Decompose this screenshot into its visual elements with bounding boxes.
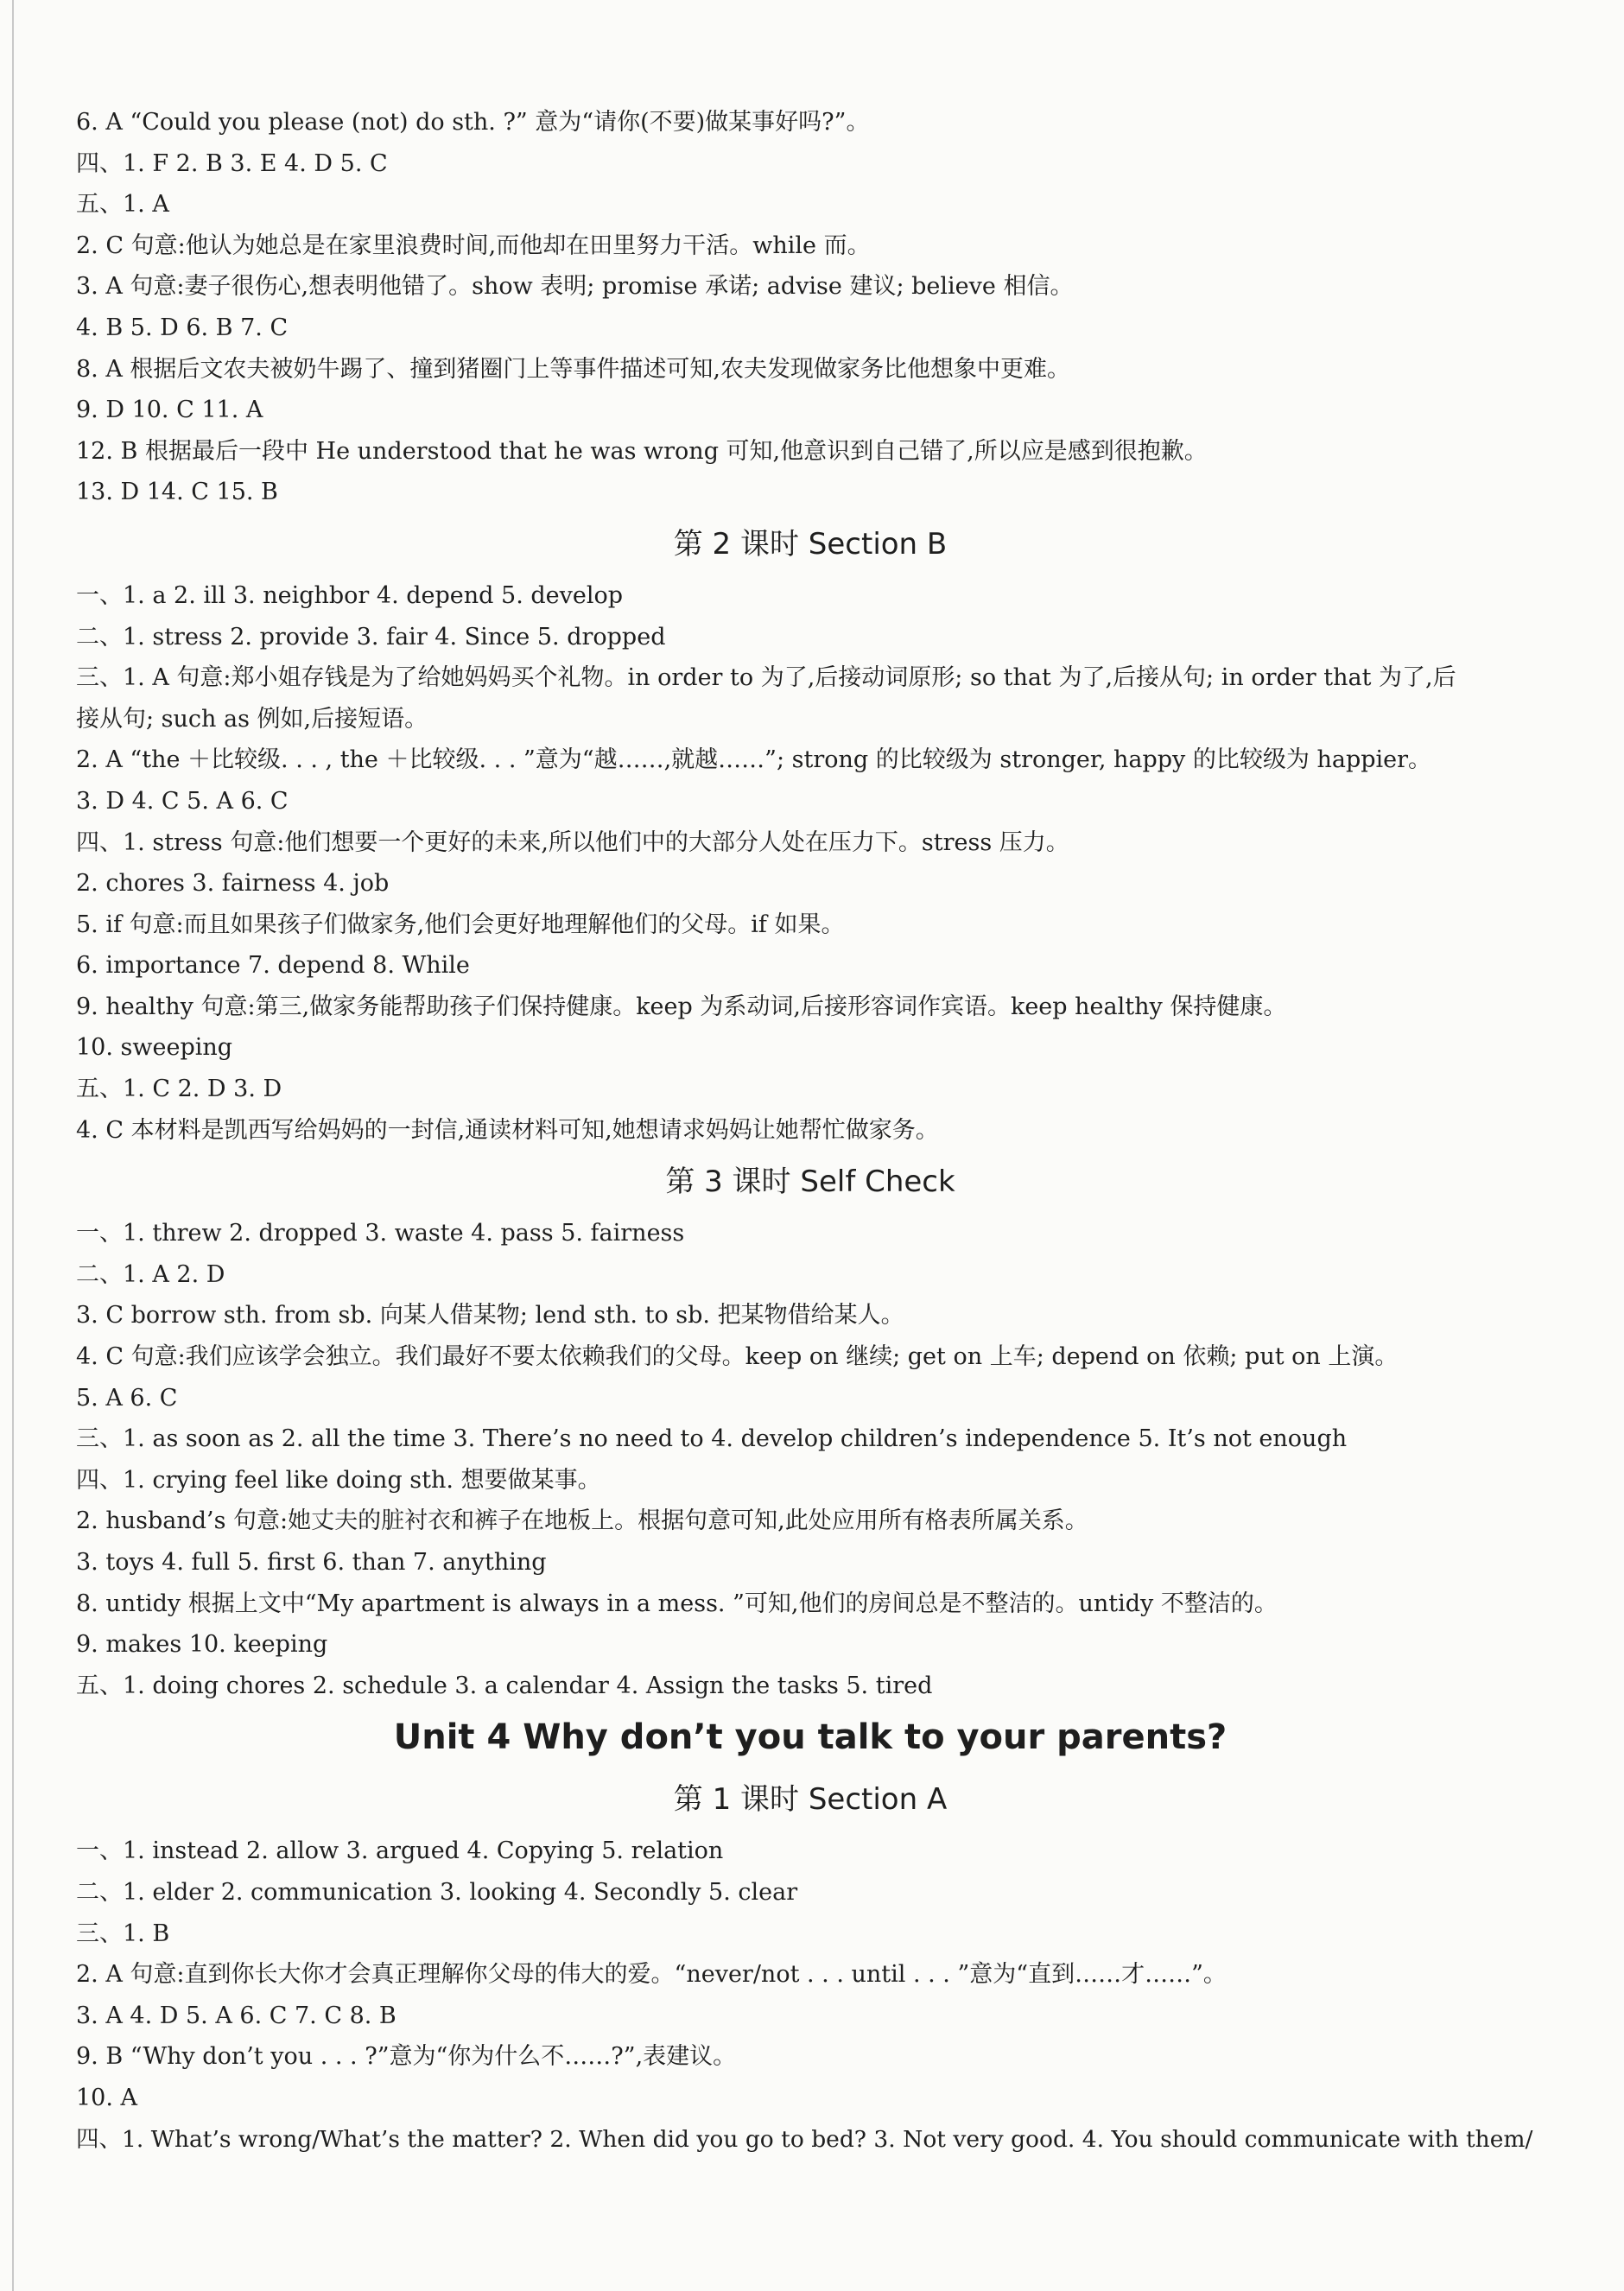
answer-line: 2. C 句意:他认为她总是在家里浪费时间,而他却在田里努力干活。while 而。: [76, 232, 871, 259]
answer-key-page: [76, 102, 1545, 2160]
answer-line: 9. B “Why don’t you . . . ?”意为“你为什么不……?”,表建议。: [76, 2043, 737, 2071]
answer-line: 9. D 10. C 11. A: [76, 397, 263, 424]
answer-line: 3. toys 4. full 5. first 6. than 7. anything: [76, 1549, 547, 1576]
answer-line: 四、1. stress 句意:他们想要一个更好的未来,所以他们中的大部分人处在压力下。stress 压力。: [76, 828, 1069, 856]
answer-line: 12. B 根据最后一段中 He understood that he was wrong 可知,他意识到自己错了,所以应是感到很抱歉。: [76, 437, 1208, 465]
answer-line: 接从句; such as 例如,后接短语。: [76, 705, 428, 733]
answer-line: 9. healthy 句意:第三,做家务能帮助孩子们保持健康。keep 为系动词,后接形容词作宾语。keep healthy 保持健康。: [76, 993, 1287, 1020]
answer-line: 2. chores 3. fairness 4. job: [76, 870, 390, 898]
answer-line: 四、1. crying feel like doing sth. 想要做某事。: [76, 1466, 601, 1494]
answer-line: 10. sweeping: [76, 1034, 233, 1062]
answer-line: 8. untidy 根据上文中“My apartment is always in a mess. ”可知,他们的房间总是不整洁的。untidy 不整洁的。: [76, 1590, 1278, 1617]
answer-line: 三、1. as soon as 2. all the time 3. There’s no need to 4. develop children’s independence 5. It’s not enough: [76, 1425, 1348, 1453]
answer-line: 2. A “the ＋比较级. . . , the ＋比较级. . . ”意为“越……,就越……”; strong 的比较级为 stronger, happy 的比较级为 happier。: [76, 746, 1432, 774]
answer-line: 6. importance 7. depend 8. While: [76, 952, 470, 980]
answer-line: 4. C 本材料是凯西写给妈妈的一封信,通读材料可知,她想请求妈妈让她帮忙做家务。: [76, 1116, 939, 1144]
answer-line: 一、1. a 2. ill 3. neighbor 4. depend 5. develop: [76, 581, 624, 609]
answer-line: 四、1. F 2. B 3. E 4. D 5. C: [76, 149, 388, 177]
answer-line: 3. A 句意:妻子很伤心,想表明他错了。show 表明; promise 承诺; advise 建议; believe 相信。: [76, 273, 1074, 301]
answer-line: 8. A 根据后文农夫被奶牛踢了、撞到猪圈门上等事件描述可知,农夫发现做家务比他想象中更难。: [76, 355, 1071, 383]
answer-line: 三、1. A 句意:郑小姐存钱是为了给她妈妈买个礼物。in order to 为了,后接动词原形; so that 为了,后接从句; in order that 为了,后: [76, 664, 1456, 692]
answer-line: 3. C borrow sth. from sb. 向某人借某物; lend sth. to sb. 把某物借给某人。: [76, 1302, 904, 1330]
answer-line: 10. A: [76, 2084, 138, 2111]
page-binding-edge: [12, 0, 14, 2291]
answer-line: 一、1. threw 2. dropped 3. waste 4. pass 5. fairness: [76, 1220, 685, 1247]
answer-line: 4. B 5. D 6. B 7. C: [76, 314, 289, 341]
answer-line: 5. if 句意:而且如果孩子们做家务,他们会更好地理解他们的父母。if 如果。: [76, 911, 845, 938]
answer-line: 五、1. doing chores 2. schedule 3. a calendar 4. Assign the tasks 5. tired: [76, 1672, 933, 1699]
answer-line: 2. A 句意:直到你长大你才会真正理解你父母的伟大的爱。“never/not . . . until . . . ”意为“直到……才……”。: [76, 1961, 1227, 1989]
answer-line: 3. D 4. C 5. A 6. C: [76, 787, 289, 815]
answer-line: 五、1. A: [76, 191, 169, 219]
answer-line: 2. husband’s 句意:她丈夫的脏衬衣和裤子在地板上。根据句意可知,此处应用所有格表所属关系。: [76, 1507, 1088, 1535]
answer-line: 4. C 句意:我们应该学会独立。我们最好不要太依赖我们的父母。keep on 继续; get on 上车; depend on 依赖; put on 上演。: [76, 1343, 1399, 1371]
answer-line: 13. D 14. C 15. B: [76, 479, 278, 506]
answer-line: 二、1. elder 2. communication 3. looking 4. Secondly 5. clear: [76, 1878, 798, 1906]
answer-line: 二、1. A 2. D: [76, 1260, 225, 1288]
answer-line: 四、1. What’s wrong/What’s the matter? 2. When did you go to bed? 3. Not very good. 4. You should communicate with them/: [76, 2125, 1533, 2153]
answer-line: 一、1. instead 2. allow 3. argued 4. Copying 5. relation: [76, 1837, 724, 1865]
section-heading-lesson-3: 第 3 课时 Self Check: [665, 1165, 955, 1200]
answer-line: 6. A “Could you please (not) do sth. ?” 意为“请你(不要)做某事好吗?”。: [76, 109, 870, 136]
answer-line: 二、1. stress 2. provide 3. fair 4. Since 5. dropped: [76, 623, 666, 650]
answer-line: 三、1. B: [76, 1920, 170, 1947]
section-heading-lesson-2: 第 2 课时 Section B: [673, 526, 948, 562]
answer-line: 3. A 4. D 5. A 6. C 7. C 8. B: [76, 2002, 396, 2029]
answer-line: 五、1. C 2. D 3. D: [76, 1076, 282, 1103]
answer-line: 5. A 6. C: [76, 1384, 178, 1412]
section-heading-unit4-lesson-1: 第 1 课时 Section A: [673, 1782, 948, 1818]
answer-line: 9. makes 10. keeping: [76, 1631, 328, 1659]
unit-title: Unit 4 Why don’t you talk to your parents?: [393, 1717, 1228, 1758]
